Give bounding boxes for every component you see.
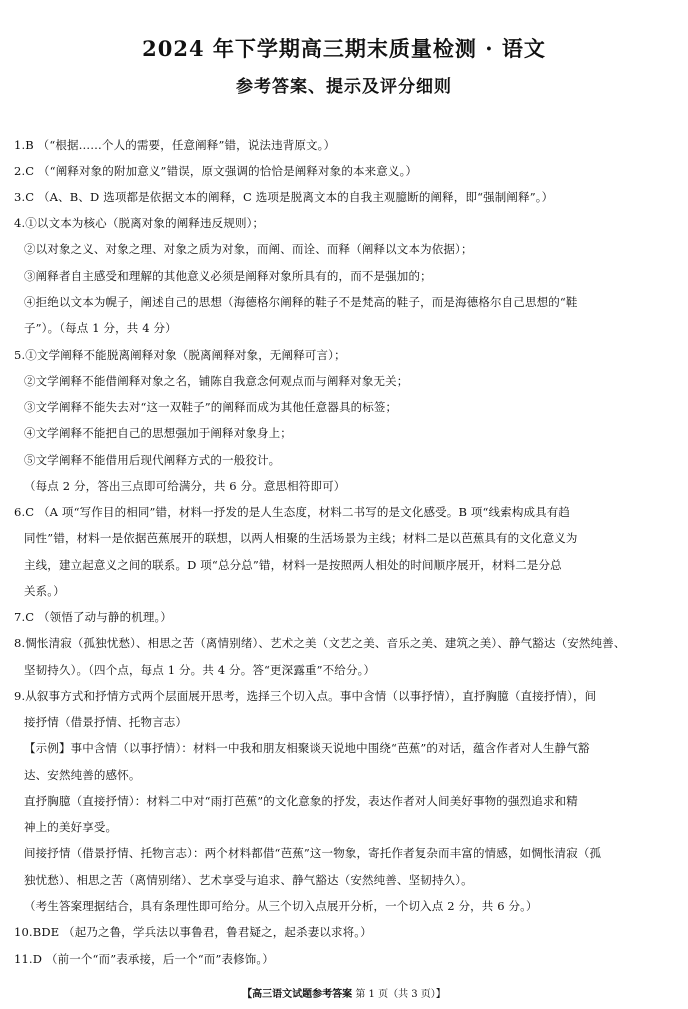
answer-line: 同性”错，材料一是依据芭蕉展开的联想，以两人相聚的生活场景为主线；材料二是以芭蕉具有的文化意义为	[24, 531, 578, 545]
answer-line: ③文学阐释不能失去对“这一双鞋子”的阐释而成为其他任意器具的标签；	[24, 400, 398, 414]
footer-label: 【高三语文试题参考答案	[242, 989, 353, 1000]
answer-line: 9.从叙事方式和抒情方式两个层面展开思考，选择三个切入点。事中含情（以事抒情），直抒胸臆（直接抒情），间	[14, 689, 597, 703]
answer-line: 神上的美好享受。	[24, 820, 118, 834]
answer-line: 主线，建立起意义之间的联系。D 项“总分总”错，材料一是按照两人相处的时间顺序展开，材料二是分总	[24, 558, 562, 572]
answer-line: ③阐释者自主感受和理解的其他意义必须是阐释对象所具有的，而不是强加的；	[24, 269, 432, 283]
answer-line: 11.D （前一个“而”表承接，后一个“而”表修饰。）	[14, 952, 274, 966]
answer-line: 10.BDE （起乃之鲁，学兵法以事鲁君，鲁君疑之，起杀妻以求将。）	[14, 925, 372, 939]
answer-line: ④文学阐释不能把自己的思想强加于阐释对象身上；	[24, 426, 292, 440]
answer-line: 6.C （A 项“写作目的相同”错，材料一抒发的是人生态度，材料二书写的是文化感受。B 项“线索构成具有趋	[14, 505, 571, 519]
answer-line: ⑤文学阐释不能借用后现代阐释方式的一般狡计。	[24, 453, 281, 467]
answer-line: 接抒情（借景抒情、托物言志）	[24, 715, 188, 729]
answer-line: ②文学阐释不能借阐释对象之名，铺陈自我意念何观点而与阐释对象无关；	[24, 374, 409, 388]
answer-line: （考生答案理据结合，具有条理性即可给分。从三个切入点展开分析，一个切入点 2 分，共 6 分。）	[24, 899, 538, 913]
footer-page-number: 第 1 页（共 3 页）】	[355, 989, 446, 1000]
answer-line: 独忧愁）、相思之苦（离情别绪）、艺术享受与追求、静气豁达（安然纯善、坚韧持久）。	[24, 873, 473, 887]
answer-line: 1.B （“根据……个人的需要，任意阐释”错，说法违背原文。）	[14, 138, 336, 152]
answer-line: 5.①文学阐释不能脱离阐释对象（脱离阐释对象，无阐释可言）；	[14, 348, 346, 362]
page-subtitle: 参考答案、提示及评分细则	[236, 77, 452, 97]
answer-line: 【示例】事中含情（以事抒情）：材料一中我和朋友相聚谈天说地中围绕“芭蕉”的对话，蕴含作者对人生静气豁	[24, 741, 590, 755]
answer-line: 子”）。（每点 1 分，共 4 分）	[24, 321, 177, 335]
answer-line: （每点 2 分，答出三点即可给满分，共 6 分。意思相符即可）	[24, 479, 346, 493]
answer-line: 7.C （领悟了动与静的机理。）	[14, 610, 173, 624]
page-title: 2024 年下学期高三期末质量检测 · 语文	[142, 36, 546, 61]
answer-line: ④拒绝以文本为幌子，阐述自己的思想（海德格尔阐释的鞋子不是梵高的鞋子，而是海德格尔自己思想的“鞋	[24, 295, 578, 309]
answer-line: 达、安然纯善的感怀。	[24, 768, 141, 782]
answer-line: ②以对象之义、对象之理、对象之质为对象，而阐、而诠、而释（阐释以文本为依据）；	[24, 242, 473, 256]
answer-line: 坚韧持久）。（四个点，每点 1 分。共 4 分。答“更深露重”不给分。）	[24, 663, 376, 677]
answer-line: 8.惆怅清寂（孤独忧愁）、相思之苦（离情别绪）、艺术之美（文艺之美、音乐之美、建筑之美）、静气豁达（安然纯善、	[14, 636, 626, 650]
answer-line: 3.C （A、B、D 选项都是依据文本的阐释，C 选项是脱离文本的自我主观臆断的阐释，即“强制阐释”。）	[14, 190, 554, 204]
answer-line: 间接抒情（借景抒情、托物言志）：两个材料都借“芭蕉”这一物象，寄托作者复杂而丰富的情感，如惆怅清寂（孤	[24, 846, 602, 860]
answer-line: 直抒胸臆（直接抒情）：材料二中对“雨打芭蕉”的文化意象的抒发，表达作者对人间美好事物的强烈追求和精	[24, 794, 578, 808]
answer-line: 2.C （“阐释对象的附加意义”错误，原文强调的恰恰是阐释对象的本来意义。）	[14, 164, 418, 178]
answer-line: 4.①以文本为核心（脱离对象的阐释违反规则）；	[14, 216, 265, 230]
answer-line: 关系。）	[24, 584, 65, 598]
page-footer	[0, 985, 688, 1000]
